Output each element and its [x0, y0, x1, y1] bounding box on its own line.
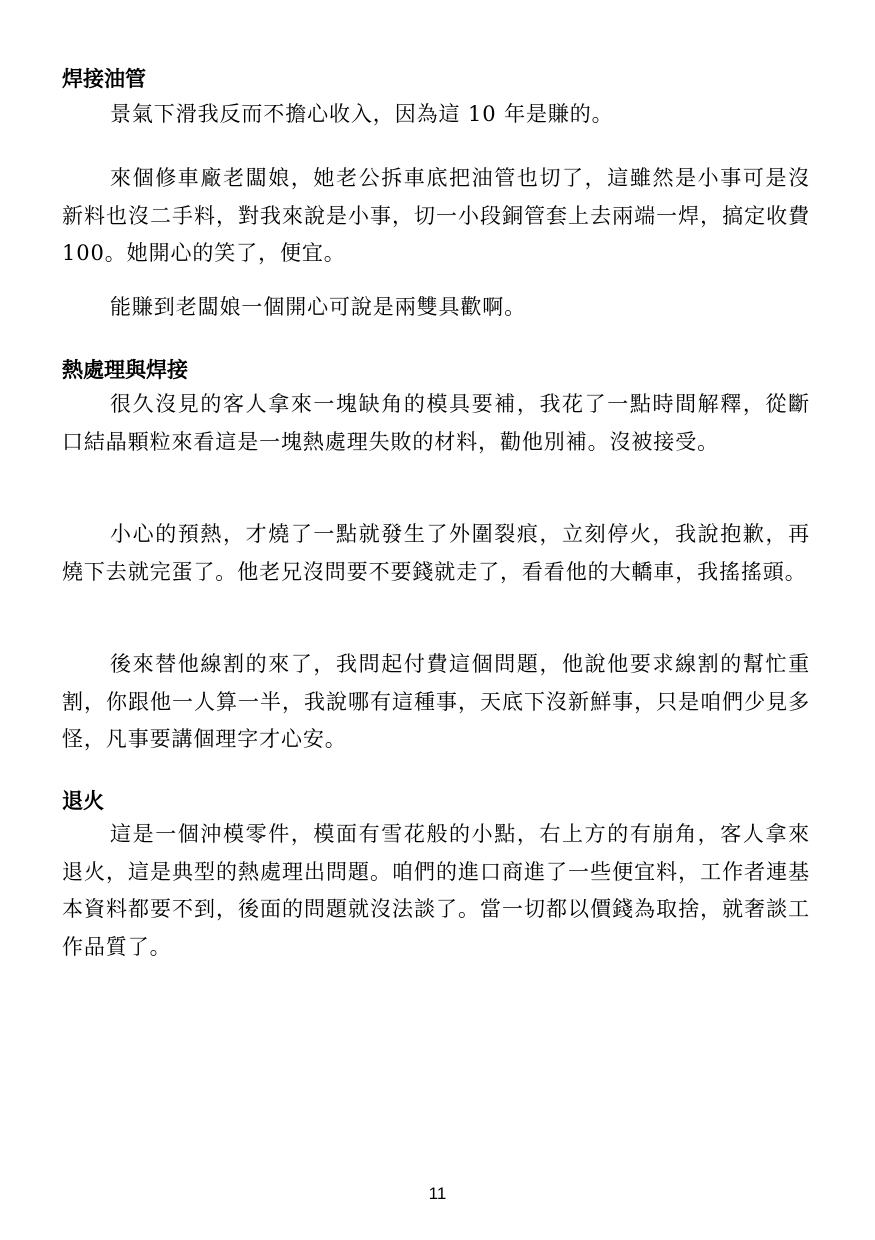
paragraph: 景氣下滑我反而不擔心收入，因為這 10 年是賺的。 [110, 102, 614, 126]
paragraph: 很久沒見的客人拿來一塊缺角的模具要補，我花了一點時間解釋，從斷口結晶顆粒來看這是一塊熱處理失敗的材料，勸他別補。沒被接受。 [62, 392, 810, 454]
paragraph: 小心的預熱，才燒了一點就發生了外圍裂痕，立刻停火，我說抱歉，再燒下去就完蛋了。他老兄沒問要不要錢就走了，看看他的大轎車，我搖搖頭。 [62, 522, 810, 584]
page-number: 11 [428, 1184, 447, 1203]
section-heading-welding-oil-pipe: 焊接油管 [62, 67, 146, 91]
section-heading-annealing: 退火 [62, 789, 104, 813]
paragraph: 這是一個沖模零件，模面有雪花般的小點，右上方的有崩角，客人拿來退火，這是典型的熱處理出問題。咱們的進口商進了一些便宜料，工作者連基本資料都要不到，後面的問題就沒法談了。當一切都以價錢為取捨，就奢談工作品質了。 [62, 822, 810, 959]
paragraph: 能賺到老闆娘一個開心可說是兩雙具歡啊。 [110, 295, 527, 319]
paragraph: 後來替他線割的來了，我問起付費這個問題，他說他要求線割的幫忙重割，你跟他一人算一半，我說哪有這種事，天底下沒新鮮事，只是咱們少見多怪，凡事要講個理字才心安。 [62, 652, 810, 751]
section-heading-heat-treatment-welding: 熱處理與焊接 [62, 358, 188, 382]
paragraph: 來個修車廠老闆娘，她老公拆車底把油管也切了，這雖然是小事可是沒新料也沒二手料，對我來說是小事，切一小段銅管套上去兩端一焊，搞定收費 100。她開心的笑了，便宜。 [62, 166, 810, 265]
